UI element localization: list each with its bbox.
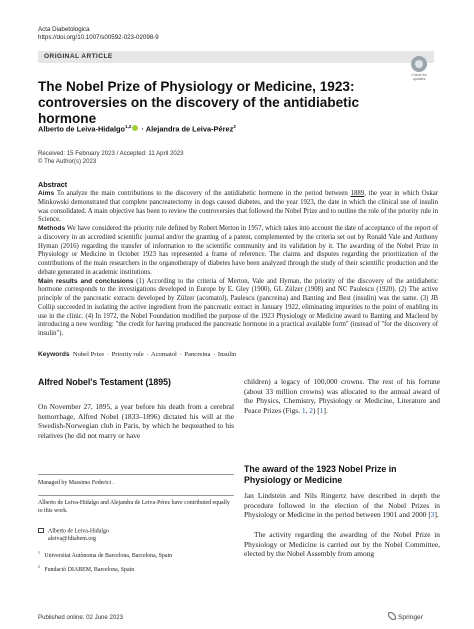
affiliation-2-num: 2 bbox=[38, 565, 40, 569]
doi-link[interactable]: https://doi.org/10.1007/s00592-023-02098-9 bbox=[38, 34, 159, 41]
reference-1-link[interactable]: 1 bbox=[319, 405, 324, 415]
article-type-bar bbox=[38, 51, 434, 63]
publisher-name: Springer bbox=[398, 614, 423, 621]
managed-by-note: Managed by Massimo Federici . bbox=[38, 480, 115, 486]
received-accepted: Received: 15 February 2023 / Accepted: 11 April 2023 bbox=[38, 150, 184, 157]
ref-open: ) [ bbox=[313, 405, 320, 415]
check-for-updates-icon bbox=[411, 56, 427, 72]
journal-name: Acta Diabetologica bbox=[38, 26, 90, 33]
affiliation-1 bbox=[38, 550, 234, 561]
abstract-body bbox=[38, 190, 438, 339]
figure-separator: , bbox=[305, 405, 310, 415]
keyword-separator: · bbox=[106, 351, 109, 358]
keywords-line bbox=[38, 351, 236, 358]
ref-close: ]. bbox=[434, 510, 439, 520]
abstract-results bbox=[38, 278, 438, 339]
paragraph-1-text: Jan Lindstein and Nils Ringertz have described in depth the procedure followed in the election of the Nobel Prizes in Physiology or Medicine in the period between 1901 and 2000 [ bbox=[244, 491, 440, 520]
keyword-separator: · bbox=[146, 351, 149, 358]
author-separator: · bbox=[141, 124, 144, 134]
correspondence bbox=[38, 528, 234, 544]
article-title: The Nobel Prize of Physiology or Medicine, 1923: controversies on the discovery of the antidiabetic hormone bbox=[38, 79, 360, 126]
keyword-separator: · bbox=[213, 351, 216, 358]
keyword: Priority rule bbox=[111, 351, 144, 358]
author-2-name[interactable]: Alejandra de Leiva-Pérez bbox=[145, 124, 234, 134]
orcid-icon[interactable] bbox=[132, 125, 138, 131]
section-1-heading: Alfred Nobel's Testament (1895) bbox=[38, 377, 171, 387]
footnote-rule-2 bbox=[38, 495, 234, 496]
corresponding-author-name: Alberto de Leiva-Hidalgo bbox=[48, 528, 109, 535]
aims-text-2: , the year in which Oskar Minkowski demonstrated that complete pancreatectomy in dogs caused diabetes, and the year 1923, the date in which the clinical use of insulin was consolidated. A main objective has been to review the controversies that followed the Nobel Prize and to outline the role of the priority rule in Science. bbox=[38, 190, 438, 224]
publisher-logo bbox=[388, 612, 423, 621]
figure-2-link[interactable]: 2 bbox=[309, 405, 313, 415]
results-text: (1) According to the criteria of Merton, Vale and Hyman, the priority of the discovery of the antidiabetic hormone corresponds to the investigations developed in Europe by E. Gley (1900), GL Zülzer (1908) and NC Paulescu (1920). (2) The active principle of the pancreatic extracts developed by Zülzer (acomatol), Paulescu (pancreina) and Banting and Best (insulin) was the same. (3) JB Collip succeeded in isolating the active ingredient from the pancreatic extract in January 1922, eliminating impurities to the point of enabling its use in the clinic. (4) In 1972, the Nobel Foundation modified the purpose of the 1923 Physiology or Medicine award to Banting and Macleod by introducing a new wording: "the credit for having produced the pancreatic hormone in a practical available form" (instead of "for the discovery of insulin"). bbox=[38, 277, 438, 337]
aims-label: Aims bbox=[38, 190, 55, 197]
affiliation-1-num: 1 bbox=[38, 551, 40, 555]
corresponding-author bbox=[38, 528, 234, 536]
section-1-text: On November 27, 1895, a year before his death from a cerebral hemorrhage, Alfred Nobel (1833–1896) dictated his will at the Swedish-Norwegian club in Paris, by which he bequeathed to his relatives (he did not marry or have bbox=[38, 402, 234, 440]
aims-text-1: To analyze the main contributions to the discovery of the antidiabetic hormone in the period between bbox=[56, 190, 351, 197]
copyright: © The Author(s) 2023 bbox=[38, 158, 97, 166]
published-date: Published online: 02 June 2023 bbox=[38, 614, 124, 621]
aims-year: 1889 bbox=[350, 190, 365, 197]
keyword: Acomatol bbox=[150, 351, 177, 358]
keyword: Pancreina bbox=[184, 351, 211, 358]
equal-contribution-note: Alberto de Leiva-Hidalgo and Alejandra de Leiva-Pérez have contributed equally to this work. bbox=[38, 500, 230, 514]
author-1-affil: 1,2 bbox=[125, 124, 132, 129]
ref-close: ]. bbox=[323, 405, 328, 415]
continued-text: children) a legacy of 100,000 crowns. The rest of his fortune (about 33 million crowns) was allocated to the annual award of the Physics, Chemistry, Physiology or Medicine, Literature and Peace Prizes (Figs. bbox=[244, 377, 440, 415]
keyword-separator: · bbox=[179, 351, 182, 358]
methods-text: We have considered the priority rule defined by Robert Merton in 1957, which takes into account the date of acceptance of the report of a discovery in an accredited scientific journal and/or the granting of a patent, complemented by the criteria set out by Ronald Vale and Anthony Hyman (2016) regarding the transfer of information to the scientific community and its validation by it. The awarding of the Nobel Prize in Physiology or Medicine in October 1923 has represented a frame of reference. The claims and disputes regarding the prioritization of the contributions of the main researchers in the organotherapy of diabetes have been analyzed through the study of their scientific production and the debate generated in academic institutions. bbox=[38, 225, 439, 276]
abstract-heading: Abstract bbox=[38, 180, 68, 189]
results-label: Main results and conclusions bbox=[38, 277, 134, 285]
reference-3-link[interactable]: 3 bbox=[430, 510, 435, 520]
affiliation-2-text: Fundació DIABEM, Barcelona, Spain bbox=[44, 566, 135, 573]
springer-horse-icon bbox=[388, 612, 396, 620]
author-2-affil: 2 bbox=[233, 124, 236, 129]
envelope-icon bbox=[38, 528, 44, 533]
methods-label: Methods bbox=[38, 225, 66, 232]
keyword: Nobel Prize bbox=[72, 351, 105, 358]
abstract-methods bbox=[38, 225, 438, 278]
article-dates bbox=[38, 150, 184, 166]
abstract-aims bbox=[38, 190, 438, 225]
section-1-continued bbox=[244, 377, 440, 415]
article-type-label: ORIGINAL ARTICLE bbox=[44, 53, 113, 60]
affiliation-1-text: Universitat Autònoma de Barcelona, Barcelona, Spain bbox=[44, 552, 173, 559]
check-for-updates-badge[interactable] bbox=[405, 56, 433, 84]
check-for-updates-label: Check for updates bbox=[411, 73, 427, 81]
affiliation-2 bbox=[38, 564, 234, 575]
keyword: Insulin bbox=[217, 351, 237, 358]
corresponding-email[interactable]: aleiva@fdiabem.org bbox=[48, 536, 97, 543]
author-1-name[interactable]: Alberto de Leiva-Hidalgo bbox=[38, 124, 126, 134]
section-2-paragraph-2: The activity regarding the awarding of the Nobel Prize in Physiology or Medicine is carried out by the Nobel Committee, elected by the Nobel Assembly from among bbox=[244, 530, 440, 559]
section-2-paragraph-1 bbox=[244, 491, 440, 520]
journal-header bbox=[38, 26, 159, 42]
keywords-label: Keywords bbox=[38, 351, 70, 358]
section-2-heading: The award of the 1923 Nobel Prize in Physiology or Medicine bbox=[244, 464, 397, 485]
author-list bbox=[38, 124, 236, 133]
figure-1-link[interactable]: 1 bbox=[301, 405, 306, 415]
footnote-rule-1 bbox=[38, 474, 234, 475]
